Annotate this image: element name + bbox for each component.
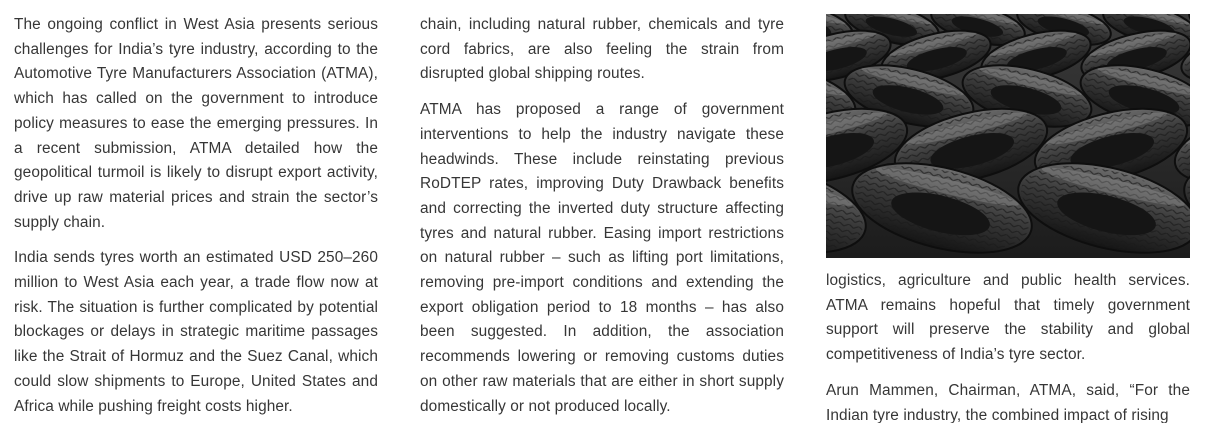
paragraph: ATMA has proposed a range of government interventions to help the industry navigate these headwinds. These include reinstating previous RoDTEP rates, improving Duty Drawback benefits and correcting the inverted duty structure affecting tyres and natural rubber. Easing import restrictions on natural rubber – such as lifting port limitations, removing pre-import conditions and extending the export obligation period to 18 months – has also been suggested. In addition, the association recommends lowering or removing customs duties on other raw materials that are either in short supply domestically or not produced locally. xyxy=(420,101,784,415)
paragraph: logistics, agriculture and public health services. ATMA remains hopeful that timely government support will preserve the stability and global competitiveness of India’s tyre sector. xyxy=(826,272,1190,364)
paragraph: India sends tyres worth an estimated USD 250–260 million to West Asia each year, a trade flow now at risk. The situation is further complicated by potential blockages or delays in strategic maritime passages like the Strait of Hormuz and the Suez Canal, which could slow shipments to Europe, United States and Africa while pushing freight costs higher. xyxy=(14,249,378,415)
article-column-3 xyxy=(826,269,1190,423)
tyres-photo xyxy=(826,14,1190,258)
paragraph: The ongoing conflict in West Asia presents serious challenges for India’s tyre industry, according to the Automotive Tyre Manufacturers Association (ATMA), which has called on the government to introduce policy measures to ease the emerging pressures. In a recent submission, ATMA detailed how the geopolitical turmoil is likely to disrupt export activity, drive up raw material prices and strain the sector’s supply chain. xyxy=(14,16,378,231)
article-column-1 xyxy=(14,13,378,423)
article-column-2 xyxy=(420,13,784,423)
tyres-illustration xyxy=(826,14,1190,258)
paragraph: Arun Mammen, Chairman, ATMA, said, “For the Indian tyre industry, the combined impact of rising xyxy=(826,381,1190,423)
paragraph: chain, including natural rubber, chemicals and tyre cord fabrics, are also feeling the strain from disrupted global shipping routes. xyxy=(420,16,784,83)
